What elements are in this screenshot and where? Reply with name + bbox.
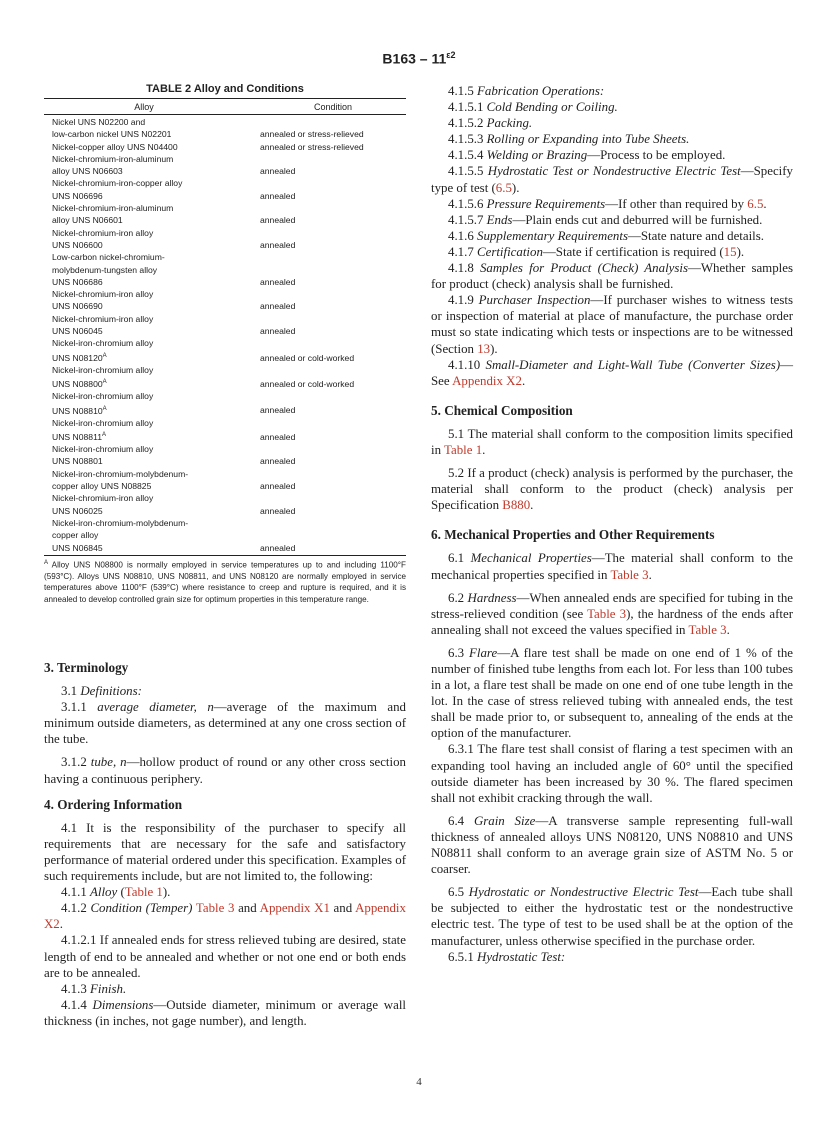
- condition-cell: annealed: [260, 456, 296, 467]
- condition-cell: annealed or stress-relieved: [260, 129, 364, 140]
- epsilon-number: 2: [450, 50, 456, 60]
- alloy-line: Nickel-iron-chromium alloy: [52, 364, 154, 375]
- table-2: [44, 83, 406, 605]
- table-row: [44, 337, 406, 363]
- designation: B163 – 11: [382, 50, 447, 67]
- alloy-line: molybdenum-tungsten alloy: [52, 264, 158, 275]
- table-row: [44, 492, 406, 517]
- condition-cell: annealed: [260, 505, 296, 516]
- alloy-line: alloy UNS N06603: [52, 166, 123, 177]
- epsilon-mark: ε: [446, 50, 451, 60]
- para-6-4: 6.4 Grain Size—A transverse sample representing full-wall thickness of annealed alloys UNS N08120, UNS N08810 and UNS N08811 shall conform to an average grain size of ASTM No. 5 or coarser.: [431, 813, 793, 877]
- condition-cell: annealed: [260, 215, 296, 226]
- link-6-5-b[interactable]: 6.5: [747, 196, 764, 211]
- para-3-1-2: 3.1.2 tube, n—hollow product of round or any other cross section having a continuous periphery.: [44, 755, 406, 786]
- condition-cell: annealed: [260, 405, 296, 416]
- table-row: [44, 177, 406, 202]
- para-5-1: 5.1 The material shall conform to the composition limits specified in Table 1.: [431, 426, 793, 457]
- footnote-ref: A: [102, 405, 107, 412]
- link-table-1-b[interactable]: Table 1: [444, 442, 483, 457]
- para-4-1-5-7: 4.1.5.7 Ends—Plain ends cut and deburred will be furnished.: [448, 212, 763, 227]
- footnote-mark: A: [44, 559, 49, 566]
- alloy-cell: [44, 313, 260, 338]
- alloy-line-wrap: [52, 403, 260, 417]
- footnote-text: Alloy UNS N08800 is normally employed in service temperatures up to and including 1100°F (593°C). Alloys UNS N08810, UNS N08811, and UNS N08120 are normally employed in service temperatures above 1100°F (539°C) where resistance to creep and rupture is required, and it is annealed to develop controlled grain size for optimum properties in this temperature range.: [44, 560, 406, 604]
- alloy-line-wrap: [52, 350, 260, 364]
- footnote-ref: A: [102, 432, 107, 438]
- alloy-line: Nickel-copper alloy UNS N04400: [52, 141, 178, 152]
- alloy-cell: [44, 417, 260, 443]
- link-b880[interactable]: B880: [502, 498, 531, 513]
- alloy-line: Nickel-iron-chromium-molybdenum-: [52, 517, 189, 528]
- alloy-cell: [44, 116, 260, 141]
- para-3-1: 3.1 Definitions:: [61, 684, 142, 699]
- para-4-1-5-1: 4.1.5.1 Cold Bending or Coiling.: [448, 100, 618, 115]
- condition-cell: annealed: [260, 481, 296, 492]
- table-row: [44, 468, 406, 493]
- para-4-1-2: 4.1.2 Condition (Temper) Table 3 and Appendix X1 and Appendix X2.: [44, 901, 406, 932]
- para-4-1-7: 4.1.7 Certification—State if certification is required (15).: [448, 244, 745, 259]
- para-4-1-10: 4.1.10 Small-Diameter and Light-Wall Tube (Converter Sizes)—See Appendix X2.: [431, 357, 793, 388]
- alloy-line: Nickel-iron-chromium alloy: [52, 391, 154, 402]
- table-row: [44, 443, 406, 468]
- alloy-cell: [44, 288, 260, 313]
- condition-cell: annealed or cold-worked: [260, 352, 355, 363]
- alloy-line: Nickel-iron-chromium-molybdenum-: [52, 468, 189, 479]
- alloy-cell: [44, 468, 260, 493]
- condition-cell: annealed: [260, 190, 296, 201]
- table-row: [44, 251, 406, 288]
- link-appendix-x1[interactable]: Appendix X1: [259, 901, 330, 916]
- alloy-cell: [44, 517, 260, 554]
- footnote-ref: A: [102, 352, 107, 359]
- alloy-line: Nickel-chromium-iron-copper alloy: [52, 178, 183, 189]
- table-row: [44, 288, 406, 313]
- left-column: [44, 660, 406, 1029]
- para-4-1-4: 4.1.4 Dimensions—Outside diameter, minimum or average wall thickness (in inches, not gage number), and length.: [44, 997, 406, 1028]
- para-4-1-2-1: 4.1.2.1 If annealed ends for stress relieved tubing are desired, state length of end to be annealed and whether or not one end or both ends are to be annealed.: [44, 933, 406, 980]
- alloy-line: UNS N08811: [52, 431, 102, 442]
- section-3-title: 3. Terminology: [44, 660, 129, 675]
- alloy-line: Nickel-chromium-iron alloy: [52, 227, 154, 238]
- alloy-line: copper alloy UNS N08825: [52, 481, 152, 492]
- table-row: [44, 364, 406, 390]
- alloy-line: Nickel-chromium-iron-aluminum: [52, 153, 174, 164]
- para-6-5-1: 6.5.1 Hydrostatic Test:: [448, 949, 566, 964]
- para-4-1-5-6: 4.1.5.6 Pressure Requirements—If other than required by 6.5.: [448, 196, 767, 211]
- table-footnote: [44, 558, 406, 605]
- para-4-1-5-5: 4.1.5.5 Hydrostatic Test or Nondestructive Electric Test—Specify type of test (6.5).: [431, 164, 793, 195]
- table-title: TABLE 2 Alloy and Conditions: [146, 83, 304, 95]
- condition-cell: annealed: [260, 239, 296, 250]
- alloy-cell: [44, 202, 260, 227]
- alloy-cell: [44, 251, 260, 288]
- alloy-line: UNS N08801: [52, 456, 103, 467]
- para-4-1-5: 4.1.5 Fabrication Operations:: [448, 84, 605, 98]
- para-4-1-1: 4.1.1 Alloy (Table 1).: [61, 885, 171, 900]
- table-row: [44, 202, 406, 227]
- footnote-ref: A: [102, 379, 107, 386]
- alloy-line: UNS N06600: [52, 239, 103, 250]
- alloy-line: UNS N06696: [52, 190, 103, 201]
- alloy-line: Nickel-chromium-iron-aluminum: [52, 203, 174, 214]
- alloy-line: Nickel-iron-chromium alloy: [52, 417, 154, 428]
- alloy-line: Nickel-iron-chromium alloy: [52, 338, 154, 349]
- alloy-cell: [44, 492, 260, 517]
- para-6-5: 6.5 Hydrostatic or Nondestructive Electric Test—Each tube shall be subjected to either the hydrostatic test or the nondestructive electric test. The type of test to be used shall be at the option of the manufacturer, unless otherwise specified in the purchase order.: [431, 885, 793, 948]
- alloy-line: UNS N08120: [52, 352, 103, 363]
- para-4-1-9: 4.1.9 Purchaser Inspection—If purchaser wishes to witness tests or inspection of material at place of manufacture, the purchase order must so state indicating which tests or inspections are to be witnessed (Section 13).: [431, 293, 793, 356]
- alloy-cell: [44, 443, 260, 468]
- alloy-line: UNS N08800: [52, 378, 103, 389]
- condition-cell: annealed or cold-worked: [260, 378, 355, 389]
- alloy-line: Nickel-chromium-iron alloy: [52, 313, 154, 324]
- link-appendix-x2[interactable]: Appendix X2: [44, 901, 406, 932]
- para-4-1-5-4: 4.1.5.4 Welding or Brazing—Process to be employed.: [448, 148, 726, 163]
- para-6-3-1: 6.3.1 The flare test shall consist of flaring a test specimen with an expanding tool having an included angle of 60° until the specified outside diameter has been increased by 30 %. The flared specimen shall not exhibit cracking through the wall.: [431, 742, 793, 805]
- alloy-cell: [44, 364, 260, 390]
- alloy-line: alloy UNS N06601: [52, 215, 123, 226]
- condition-cell: annealed: [260, 301, 296, 312]
- para-5-2: 5.2 If a product (check) analysis is performed by the purchaser, the material shall conform to the product (check) analysis per Specification B880.: [431, 466, 793, 513]
- col-condition-header: Condition: [313, 101, 353, 112]
- alloy-line: UNS N06690: [52, 301, 103, 312]
- para-4-1-6: 4.1.6 Supplementary Requirements—State nature and details.: [448, 228, 764, 243]
- link-table-3-c[interactable]: Table 3: [587, 606, 627, 621]
- alloy-line: UNS N08810: [52, 405, 103, 416]
- page-header: [0, 50, 838, 67]
- para-6-3: 6.3 Flare—A flare test shall be made on one end of 1 % of the number of finished tube lengths from each lot. For less than 100 tubes in a lot, a flare test shall be made on one end of one tube length in the lot. In the case of stress relieved tubing with annealed ends, the test shall be made prior to, or subsequent to, annealing of the ends at the option of the manufacturer.: [431, 645, 793, 741]
- condition-cell: annealed: [260, 166, 296, 177]
- section-6-title: 6. Mechanical Properties and Other Requirements: [431, 527, 715, 543]
- alloy-line-wrap: [52, 429, 260, 443]
- alloy-cell: [44, 390, 260, 416]
- link-table-1[interactable]: Table 1: [124, 885, 163, 900]
- link-15[interactable]: 15: [723, 244, 737, 259]
- condition-cell: annealed or stress-relieved: [260, 141, 364, 152]
- link-table-3-d[interactable]: Table 3: [688, 622, 727, 637]
- condition-cell: annealed: [260, 542, 296, 553]
- table-row: [44, 116, 406, 141]
- para-6-2: 6.2 Hardness—When annealed ends are specified for tubing in the stress-relieved condition (see Table 3), the hardness of the ends after annealing shall not exceed the values specified in Table 3.: [431, 590, 793, 637]
- condition-cell: annealed: [260, 326, 296, 337]
- alloy-line: Nickel-chromium-iron alloy: [52, 289, 154, 300]
- alloy-cell: [44, 153, 260, 178]
- table-header: [44, 98, 406, 115]
- alloy-line: low-carbon nickel UNS N02201: [52, 129, 172, 140]
- para-4-1-8: 4.1.8 Samples for Product (Check) Analysis—Whether samples for product (check) analysis shall be furnished.: [431, 261, 793, 292]
- link-table-3[interactable]: Table 3: [195, 901, 235, 916]
- alloy-line: UNS N06845: [52, 542, 103, 553]
- section-5-title: 5. Chemical Composition: [431, 402, 573, 418]
- condition-cell: annealed: [260, 276, 296, 287]
- table-row: [44, 517, 406, 554]
- link-13[interactable]: 13: [477, 341, 491, 356]
- alloy-line: UNS N06686: [52, 276, 103, 287]
- alloy-cell: [44, 141, 260, 153]
- alloy-line: UNS N06045: [52, 326, 103, 337]
- table-row: [44, 227, 406, 252]
- table-row: [44, 390, 406, 416]
- para-3-1-1: 3.1.1 average diameter, n—average of the maximum and minimum outside diameters, as determined at any one cross section of the tube.: [44, 700, 406, 747]
- alloy-line: UNS N06025: [52, 505, 103, 516]
- section-4-title: 4. Ordering Information: [44, 796, 183, 812]
- alloy-line: Nickel-iron-chromium alloy: [52, 444, 154, 455]
- para-4-1-5-3: 4.1.5.3 Rolling or Expanding into Tube Sheets.: [448, 132, 690, 147]
- table-body: [44, 115, 406, 556]
- alloy-line: Nickel-chromium-iron alloy: [52, 493, 154, 504]
- table-row: [44, 141, 406, 153]
- para-4-1-5-2: 4.1.5.2 Packing.: [448, 116, 533, 131]
- table-row: [44, 417, 406, 443]
- link-appendix-x2-b[interactable]: Appendix X2: [452, 373, 522, 388]
- para-4-1: 4.1 It is the responsibility of the purchaser to specify all requirements that are necessary for the safe and satisfactory performance of material ordered under this specification. Examples of such requirements include, but are not limited to, the following:: [44, 820, 406, 884]
- alloy-line: copper alloy: [52, 530, 99, 541]
- alloy-cell: [44, 177, 260, 202]
- alloy-line: Nickel UNS N02200 and: [52, 117, 146, 127]
- table-row: [44, 313, 406, 338]
- link-6-5[interactable]: 6.5: [495, 180, 512, 195]
- alloy-line: Low-carbon nickel-chromium-: [52, 252, 165, 263]
- para-4-1-3: 4.1.3 Finish.: [61, 981, 127, 996]
- para-6-1: 6.1 Mechanical Properties—The material shall conform to the mechanical properties specified in Table 3.: [431, 551, 793, 582]
- page-number: 4: [416, 1076, 422, 1088]
- table-row: [44, 153, 406, 178]
- col-alloy-header: Alloy: [134, 101, 154, 112]
- right-column: [431, 83, 793, 965]
- alloy-cell: [44, 337, 260, 363]
- alloy-cell: [44, 227, 260, 252]
- condition-cell: annealed: [260, 431, 296, 442]
- link-table-3-b[interactable]: Table 3: [610, 567, 649, 582]
- alloy-line-wrap: [52, 376, 260, 390]
